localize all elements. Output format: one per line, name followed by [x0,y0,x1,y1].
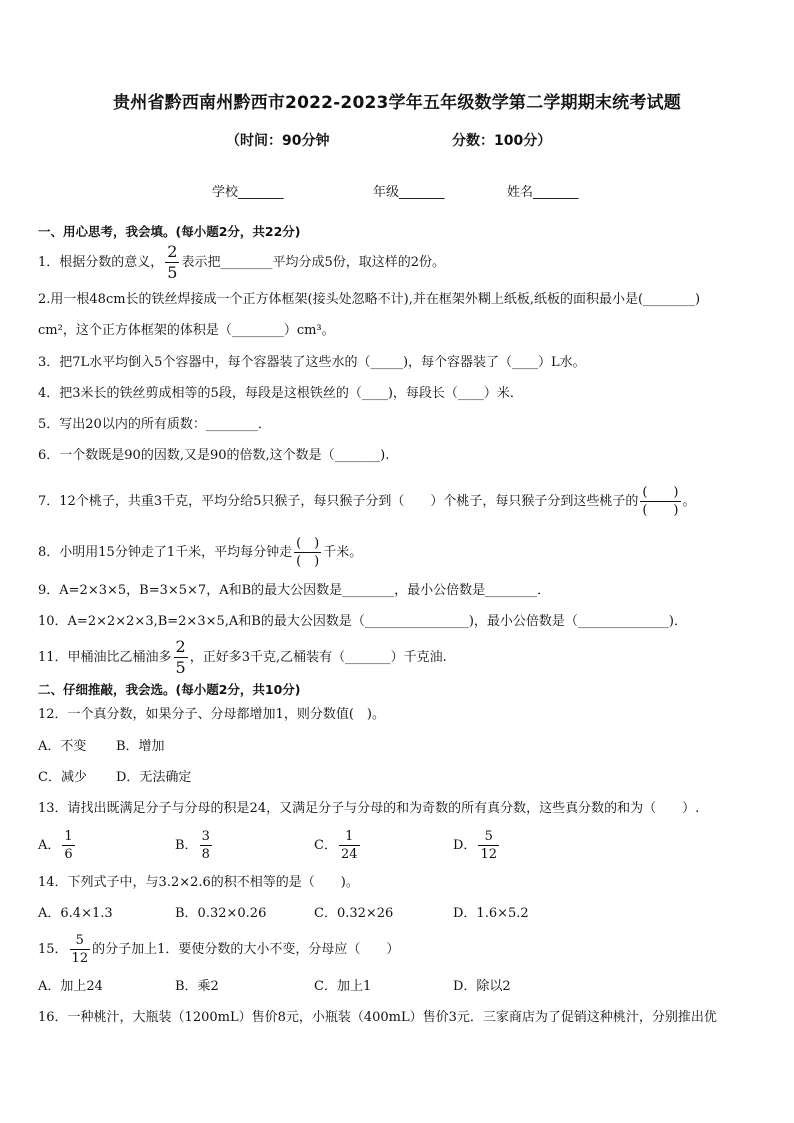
q7-fraction [640,486,680,517]
grade-field: 年级_______ [373,185,445,200]
q14-option-a: A．6.4×1.3 [38,906,113,921]
q12-options-row-1 [38,738,758,756]
question-2-line-2: cm²，这个正方体框架的体积是（________）cm³。 [38,323,335,338]
q15-numerator: 5 [75,933,84,948]
page-title: 贵州省黔西南州黔西市2022-2023学年五年级数学第二学期期末统考试题 [113,93,681,113]
q1-numerator: 2 [167,242,178,261]
question-2-line-1: 2.用一根48cm长的铁丝焊接成一个正方体框架(接头处忽略不计),并在框架外糊上纸板,纸板的面积最小是(________) [38,292,701,307]
question-1 [38,243,758,283]
q8-fraction [294,537,321,568]
q14-option-c: C．0.32×26 [314,906,394,921]
q8-numerator: ( ) [296,536,320,551]
question-5: 5．写出20以内的所有质数：________． [38,417,271,432]
section-heading-1: 一、用心思考，我会填。(每小题2分，共22分) [38,224,301,239]
question-7 [38,480,758,524]
q15-option-b: B．乘2 [175,979,219,994]
exam-score: 分数：100分） [452,133,552,149]
question-11 [38,636,758,680]
q1-post: 表示把________平均分成5份，取这样的2份。 [181,255,446,270]
question-6: 6．一个数既是90的因数,又是90的倍数,这个数是（_______). [38,448,390,463]
q11-pre: 11．甲桶油比乙桶油多 [38,650,172,665]
q11-numerator: 2 [175,637,186,656]
q1-fraction [165,244,179,281]
q11-post: ，正好多3千克,乙桶装有（_______）千克油. [189,650,447,665]
q13-option-a-label: A． [38,838,61,853]
q15-option-d: D．除以2 [453,979,511,994]
q13-option-d-fraction [478,830,499,861]
q13-option-c-denominator: 24 [340,847,358,862]
q7-text: 7．12个桃子，共重3千克，平均分给5只猴子，每只猴子分到（ ）个桃子，每只猴子分到这些桃子的 [38,494,639,509]
q7-denominator: ( ) [642,503,679,518]
q13-option-d-denominator: 12 [480,847,497,862]
q13-option-c-label: C． [314,838,337,853]
exam-time: （时间：90分钟 [226,133,330,149]
q14-option-b: B．0.32×0.26 [175,906,267,921]
q13-option-d-numerator: 5 [484,829,493,844]
q15-option-a: A．加上24 [38,979,103,994]
q13-option-d-label: D． [453,838,477,853]
q1-pre: 1．根据分数的意义， [38,255,164,270]
q8-denominator: ( ) [296,554,320,569]
question-3: 3．把7L水平均倒入5个容器中，每个容器装了这些水的（_____)，每个容器装了（____）L水。 [38,355,586,370]
question-15 [38,928,758,972]
section-heading-2: 二、仔细推敲，我会选。(每小题2分，共10分) [38,682,301,697]
q11-fraction [174,639,188,676]
q7-numerator: ( ) [642,485,679,500]
question-14: 14．下列式子中，与3.2×2.6的积不相等的是（ )。 [38,875,359,890]
q13-option-b-fraction [200,830,212,861]
question-8 [38,531,758,575]
q13-option-a-numerator: 1 [64,829,73,844]
question-16: 16．一种桃汁，大瓶装（1200mL）售价8元，小瓶装（400mL）售价3元．三家商店为了促销这种桃汁，分别推出优 [38,1010,717,1025]
q12-option-a: A．不变 [38,739,87,754]
q13-option-b [175,830,214,861]
question-9: 9．A=2×3×5，B=3×5×7，A和B的最大公因数是________，最小公倍数是________． [38,583,551,598]
q8-pre: 8．小明用15分钟走了1千米，平均每分钟走 [38,545,293,560]
q13-option-a-denominator: 6 [64,847,73,862]
q13-option-c-numerator: 1 [345,829,354,844]
q13-option-c [314,830,362,861]
q15-option-c: C．加上1 [314,979,372,994]
question-13: 13．请找出既满足分子与分母的积是24，又满足分子与分母的和为奇数的所有真分数，这些真分数的和为（ ）. [38,801,700,816]
q13-option-b-denominator: 8 [201,847,210,862]
q13-options [38,826,758,866]
q7-end: 。 [682,494,696,509]
q13-option-c-fraction [339,830,360,861]
question-4: 4．把3米长的铁丝剪成相等的5段，每段是这根铁丝的（____)，每段长（____）米． [38,386,523,401]
q1-denominator: 5 [167,263,178,282]
q12-option-b: B．增加 [116,739,165,754]
q13-option-a-fraction [62,830,74,861]
q12-options-row-2 [38,769,758,787]
q13-option-d [453,830,501,861]
school-field: 学校_______ [212,185,284,200]
q14-option-d: D．1.6×5.2 [453,906,529,921]
q13-option-b-label: B． [175,838,198,853]
q12-option-d: D．无法确定 [116,770,192,785]
q8-post: 千米。 [323,545,363,560]
q15-post: 的分子加上1．要使分数的大小不变，分母应（ ） [92,942,400,957]
q12-option-c: C．减少 [38,770,87,785]
q13-option-a [38,830,77,861]
q15-denominator: 12 [71,951,89,966]
name-field: 姓名_______ [507,185,579,200]
q15-fraction [70,934,91,965]
q15-pre: 15． [38,942,68,957]
q13-option-b-numerator: 3 [201,829,210,844]
q11-denominator: 5 [175,658,186,677]
question-10: 10．A=2×2×2×3,B=2×3×5,A和B的最大公因数是（________________)，最小公倍数是（______________)． [38,614,687,629]
question-12: 12．一个真分数，如果分子、分母都增加1，则分数值( )。 [38,707,385,722]
